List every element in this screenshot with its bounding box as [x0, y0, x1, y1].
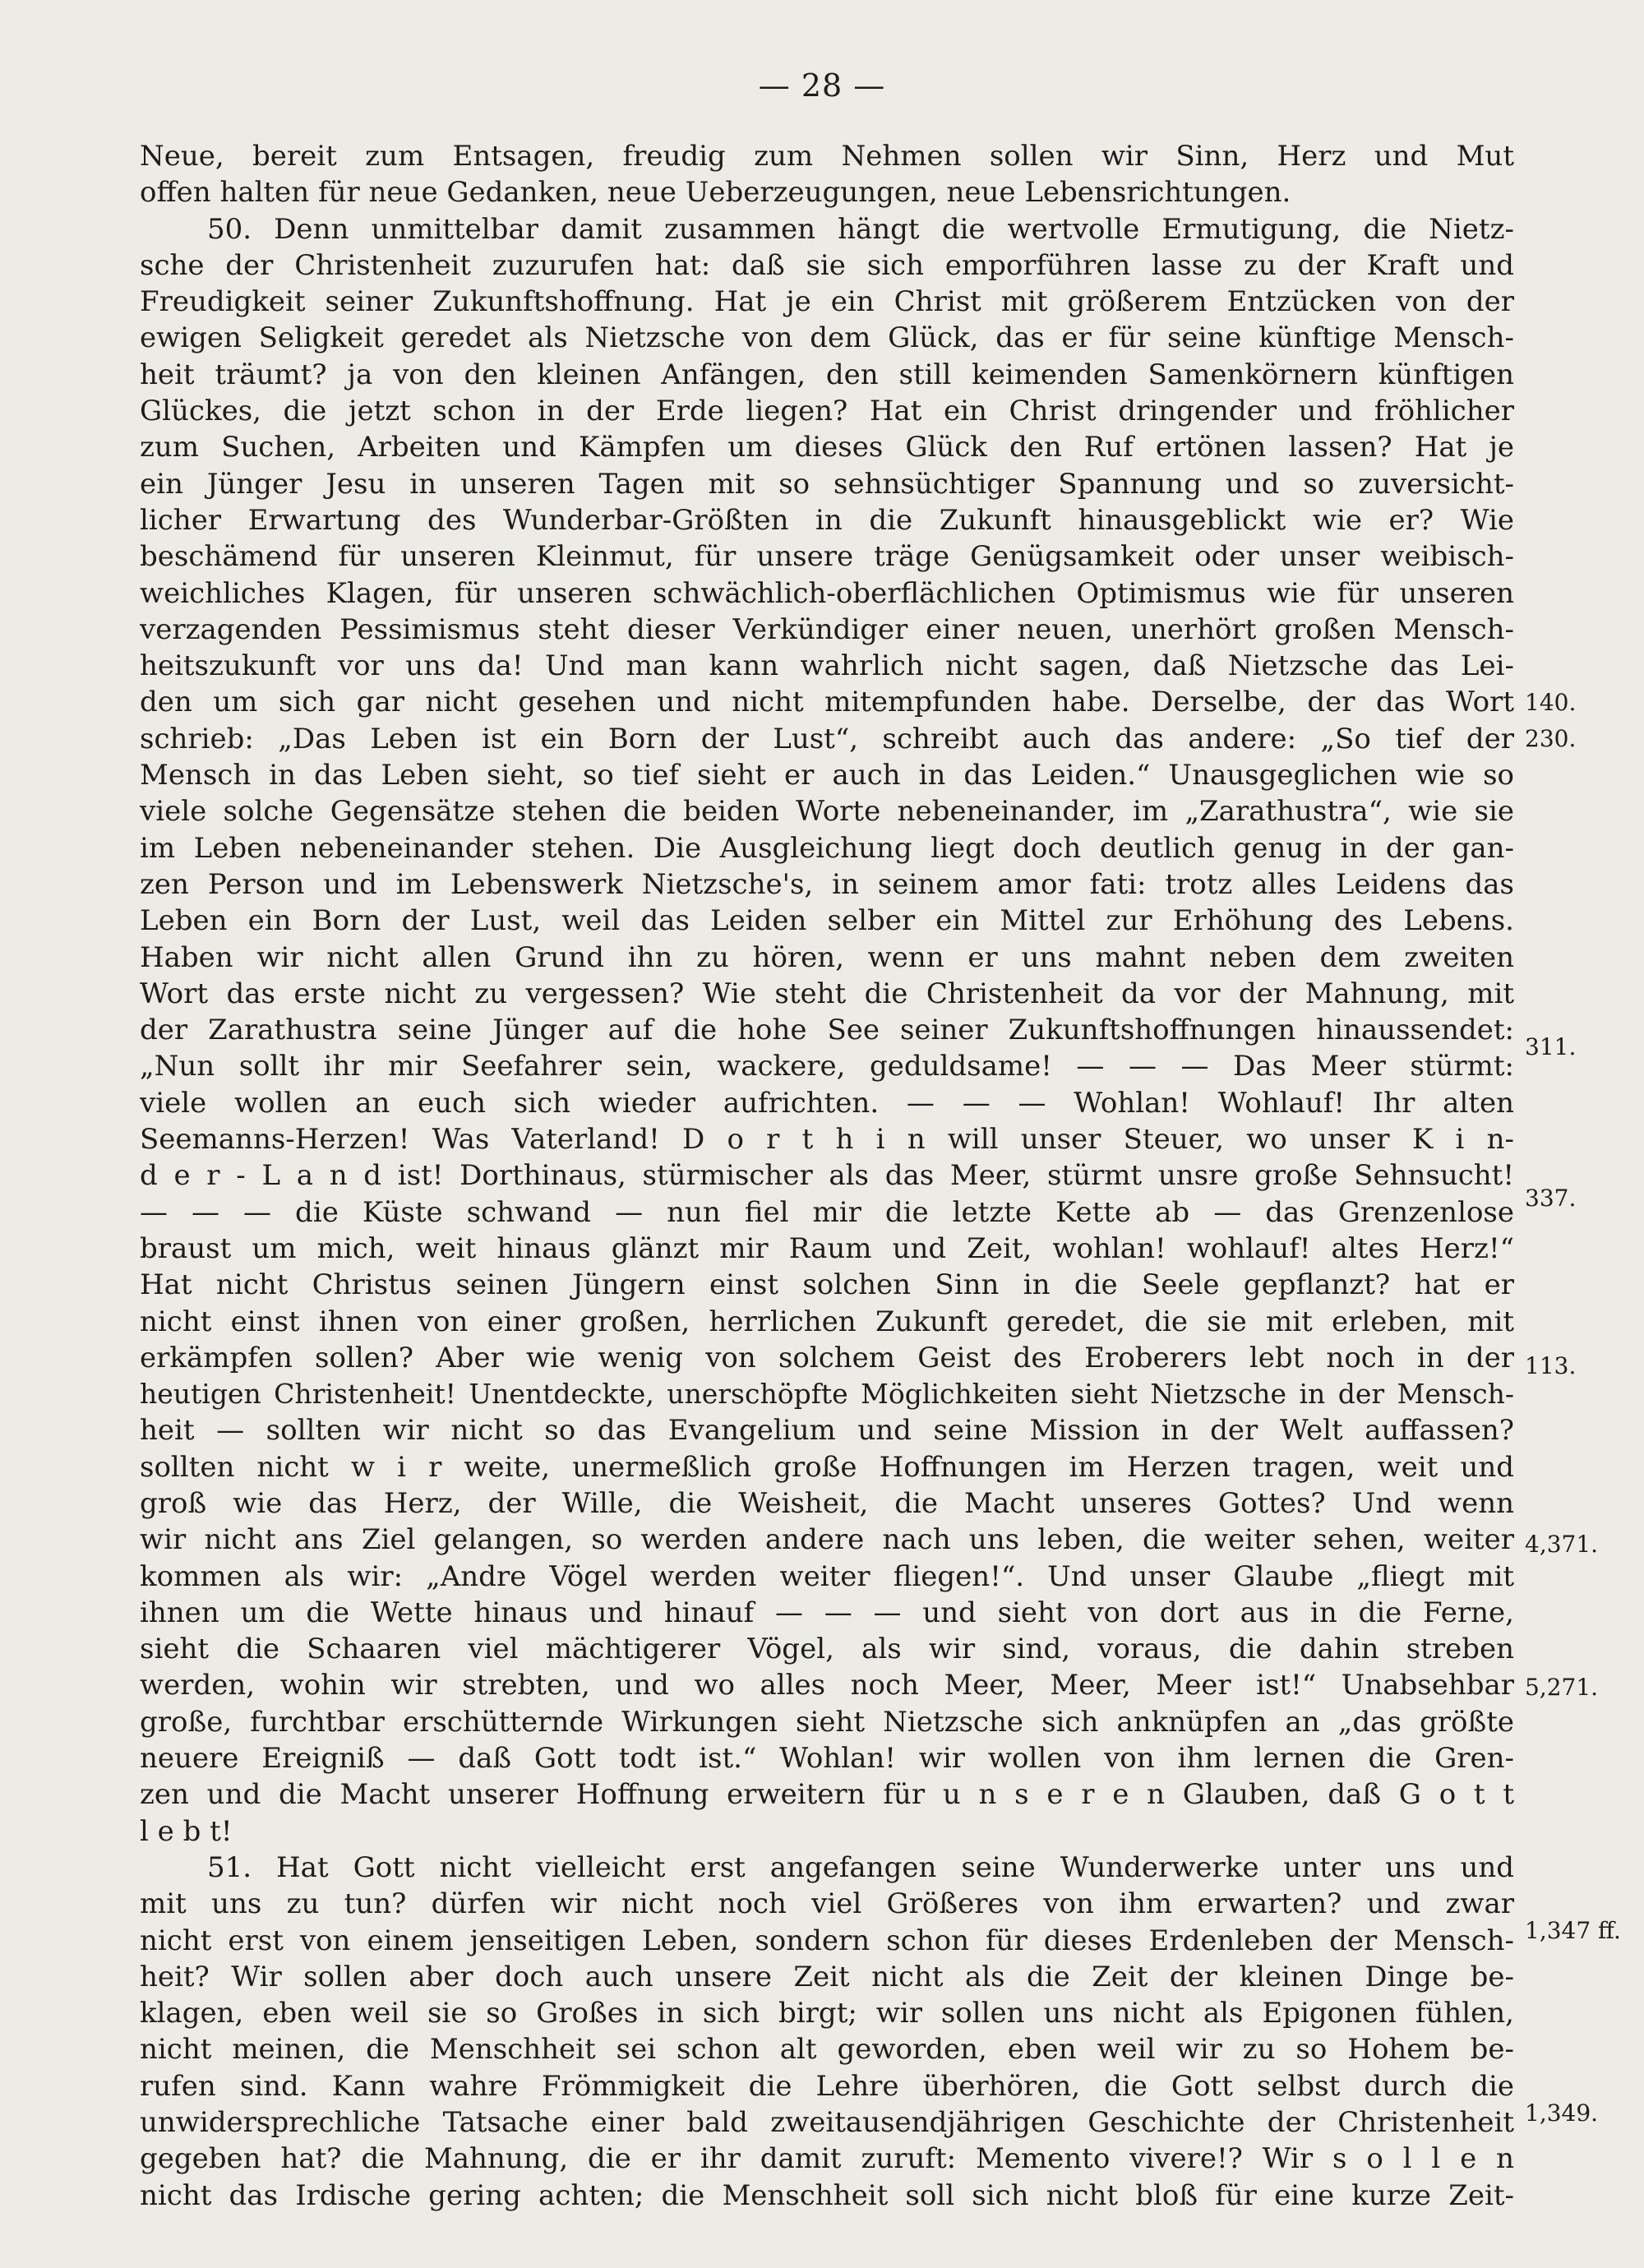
text-line: nicht das Irdische gering achten; die Menschheit soll sich nicht bloß für eine kurze Zeit-	[140, 2178, 1514, 2212]
body-text	[140, 138, 1514, 2214]
text-line: heitszukunft vor uns da! Und man kann wahrlich nicht sagen, daß Nietzsche das Lei-	[140, 649, 1514, 683]
text-line: Wort das erste nicht zu vergessen? Wie steht die Christenheit da vor der Mahnung, mit	[140, 977, 1514, 1010]
text-line: Glückes, die jetzt schon in der Erde liegen? Hat ein Christ dringender und fröhlicher	[140, 395, 1514, 428]
text-line: nicht erst von einem jenseitigen Leben, sondern schon für dieses Erdenleben der Mensch-	[140, 1924, 1514, 1957]
margin-reference: 5,271.	[1525, 1674, 1599, 1701]
margin-reference: 1,347 ff.	[1525, 1917, 1621, 1944]
text-line: heit? Wir sollen aber doch auch unsere Zeit nicht als die Zeit der kleinen Dinge be-	[140, 1960, 1514, 1993]
text-line: schrieb: „Das Leben ist ein Born der Lust“, schreibt auch das andere: „So tief der	[140, 722, 1514, 755]
text-line: ein Jünger Jesu in unseren Tagen mit so sehnsüchtiger Spannung und so zuversicht-	[140, 467, 1514, 501]
text-line: d e r - L a n d ist! Dorthinaus, stürmischer als das Meer, stürmt unsre große Sehnsucht!	[140, 1159, 1514, 1193]
text-line: gegeben hat? die Mahnung, die er ihr damit zuruft: Memento vivere!? Wir s o l l e n	[140, 2142, 1514, 2176]
text-line: heit träumt? ja von den kleinen Anfängen, den still keimenden Samenkörnern künftigen	[140, 358, 1514, 391]
text-line: sieht die Schaaren viel mächtigerer Vögel, als wir sind, voraus, die dahin streben	[140, 1633, 1514, 1666]
text-line: groß wie das Herz, der Wille, die Weisheit, die Macht unseres Gottes? Und wenn	[140, 1486, 1514, 1520]
margin-reference: 230.	[1525, 725, 1577, 752]
text-line: Freudigkeit seiner Zukunftshoffnung. Hat je ein Christ mit größerem Entzücken von der	[140, 285, 1514, 319]
text-line: neuere Ereigniß — daß Gott todt ist.“ Wohlan! wir wollen von ihm lernen die Gren-	[140, 1742, 1514, 1776]
text-line: rufen sind. Kann wahre Frömmigkeit die Lehre überhören, die Gott selbst durch die	[140, 2069, 1514, 2103]
text-line: Neue, bereit zum Entsagen, freudig zum Nehmen sollen wir Sinn, Herz und Mut	[140, 140, 1514, 173]
margin-reference: 4,371.	[1525, 1531, 1599, 1558]
text-line: Hat nicht Christus seinen Jüngern einst solchen Sinn in die Seele gepflanzt? hat er	[140, 1268, 1514, 1302]
text-line: der Zarathustra seine Jünger auf die hohe See seiner Zukunftshoffnungen hinaussendet:	[140, 1014, 1514, 1047]
text-line: offen halten für neue Gedanken, neue Ueberzeugungen, neue Lebensrichtungen.	[140, 176, 1291, 210]
margin-reference: 311.	[1525, 1033, 1577, 1060]
text-line: sollten nicht w i r weite, unermeßlich große Hoffnungen im Herzen tragen, weit und	[140, 1450, 1514, 1484]
text-line: werden, wohin wir strebten, und wo alles noch Meer, Meer, Meer ist!“ Unabsehbar	[140, 1669, 1514, 1702]
page-number: — 28 —	[758, 67, 886, 104]
text-line: nicht einst ihnen von einer großen, herrlichen Zukunft geredet, die sie mit erleben, mit	[140, 1305, 1514, 1338]
text-line: Leben ein Born der Lust, weil das Leiden selber ein Mittel zur Erhöhung des Lebens.	[140, 904, 1514, 938]
text-line: zen Person und im Lebenswerk Nietzsche's, in seinem amor fati: trotz alles Leidens das	[140, 867, 1514, 901]
text-line: große, furchtbar erschütternde Wirkungen sieht Nietzsche sich anknüpfen an „das größte	[140, 1705, 1514, 1739]
paragraph-start-50: 50. Denn unmittelbar damit zusammen hängt die wertvolle Ermutigung, die Nietz-	[207, 212, 1514, 246]
text-line: klagen, eben weil sie so Großes in sich birgt; wir sollen uns nicht als Epigonen fühlen,	[140, 1997, 1514, 2030]
text-line: erkämpfen sollen? Aber wie wenig von solchem Geist des Eroberers lebt noch in der	[140, 1341, 1514, 1374]
margin-reference: 140.	[1525, 689, 1577, 716]
text-line: heit — sollten wir nicht so das Evangelium und seine Mission in der Welt auffassen?	[140, 1414, 1514, 1448]
margin-reference: 1,349.	[1525, 2099, 1599, 2127]
text-line: weichliches Klagen, für unseren schwächlich-oberflächlichen Optimismus wie für unseren	[140, 576, 1514, 610]
paragraph-start-51: 51. Hat Gott nicht vielleicht erst angefangen seine Wunderwerke unter uns und	[207, 1850, 1514, 1884]
text-line: zen und die Macht unserer Hoffnung erweitern für u n s e r e n Glauben, daß G o t t	[140, 1778, 1514, 1812]
margin-reference: 337.	[1525, 1185, 1577, 1212]
margin-reference: 113.	[1525, 1352, 1577, 1379]
text-line: unwidersprechliche Tatsache einer bald zweitausendjährigen Geschichte der Christenheit	[140, 2106, 1514, 2140]
text-line: heutigen Christenheit! Unentdeckte, unerschöpfte Möglichkeiten sieht Nietzsche in der Mensch-	[140, 1378, 1514, 1411]
text-line: Seemanns-Herzen! Was Vaterland! D o r t h i n will unser Steuer, wo unser K i n-	[140, 1123, 1514, 1157]
text-line: „Nun sollt ihr mir Seefahrer sein, wackere, geduldsame! — — — Das Meer stürmt:	[140, 1050, 1514, 1083]
text-line: mit uns zu tun? dürfen wir nicht noch viel Größeres von ihm erwarten? und zwar	[140, 1887, 1514, 1921]
text-line: verzagenden Pessimismus steht dieser Verkündiger einer neuen, unerhört großen Mensch-	[140, 612, 1514, 646]
text-line: nicht meinen, die Menschheit sei schon alt geworden, eben weil wir zu so Hohem be-	[140, 2033, 1514, 2067]
text-line: ihnen um die Wette hinaus und hinauf — — — und sieht von dort aus in die Ferne,	[140, 1596, 1514, 1629]
text-line: kommen als wir: „Andre Vögel werden weiter fliegen!“. Und unser Glaube „fliegt mit	[140, 1559, 1514, 1593]
text-line: zum Suchen, Arbeiten und Kämpfen um dieses Glück den Ruf ertönen lassen? Hat je	[140, 431, 1514, 464]
text-line: — — — die Küste schwand — nun fiel mir die letzte Kette ab — das Grenzenlose	[140, 1195, 1514, 1229]
text-line: Haben wir nicht allen Grund ihn zu hören, wenn er uns mahnt neben dem zweiten	[140, 940, 1514, 974]
text-line: beschämend für unseren Kleinmut, für unsere träge Genügsamkeit oder unser weibisch-	[140, 540, 1514, 574]
text-line: braust um mich, weit hinaus glänzt mir Raum und Zeit, wohlan! wohlauf! altes Herz!“	[140, 1231, 1514, 1265]
text-line: viele wollen an euch sich wieder aufrichten. — — — Wohlan! Wohlauf! Ihr alten	[140, 1086, 1514, 1120]
text-line: Mensch in das Leben sieht, so tief sieht er auch in das Leiden.“ Unausgeglichen wie so	[140, 759, 1514, 792]
text-line: l e b t!	[140, 1814, 233, 1848]
text-line: ewigen Seligkeit geredet als Nietzsche von dem Glück, das er für seine künftige Mensch-	[140, 321, 1514, 355]
text-line: im Leben nebeneinander stehen. Die Ausgleichung liegt doch deutlich genug in der gan-	[140, 831, 1514, 865]
text-line: licher Erwartung des Wunderbar-Größten in die Zukunft hinausgeblickt wie er? Wie	[140, 503, 1514, 537]
text-line: wir nicht ans Ziel gelangen, so werden andere nach uns leben, die weiter sehen, weiter	[140, 1523, 1514, 1557]
text-line: sche der Christenheit zuzurufen hat: daß sie sich emporführen lasse zu der Kraft und	[140, 248, 1514, 282]
text-line: den um sich gar nicht gesehen und nicht mitempfunden habe. Derselbe, der das Wort	[140, 686, 1514, 719]
text-line: viele solche Gegensätze stehen die beiden Worte nebeneinander, im „Zarathustra“, wie sie	[140, 795, 1514, 829]
